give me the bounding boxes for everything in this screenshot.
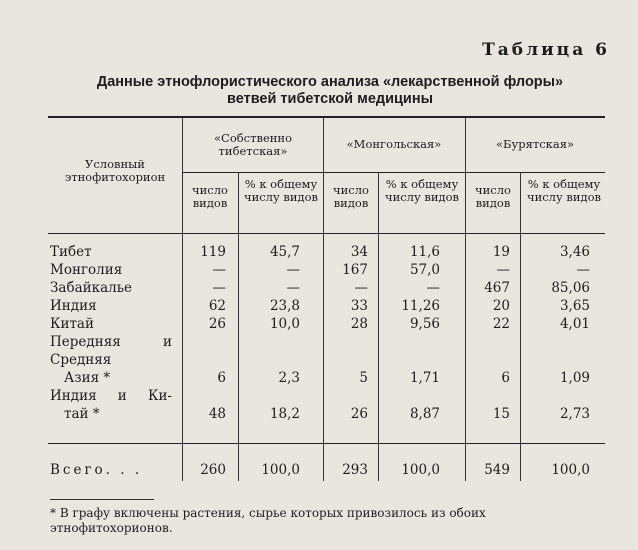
table-cell: — xyxy=(576,262,590,278)
table-cell: 11,26 xyxy=(401,298,440,314)
table-cell: 22 xyxy=(492,316,510,332)
table-cell: — xyxy=(212,280,226,296)
total-cell: 549 xyxy=(484,462,510,478)
table-cell: — xyxy=(354,280,368,296)
table-cell: 57,0 xyxy=(409,262,440,278)
sub-header-count: число видов xyxy=(475,183,511,210)
table-cell: 28 xyxy=(350,316,368,332)
col-divider xyxy=(378,172,379,481)
row-label: Монголия xyxy=(50,262,123,278)
table-cell: 45,7 xyxy=(269,244,300,260)
table-cell: 18,2 xyxy=(269,406,300,422)
table-cell: 6 xyxy=(217,370,226,386)
row-label: Азия * xyxy=(64,370,111,386)
row-label: тай * xyxy=(64,406,100,422)
col-divider xyxy=(238,172,239,481)
table-cell: 10,0 xyxy=(269,316,300,332)
table-cell: 9,56 xyxy=(409,316,440,332)
total-rule xyxy=(48,443,605,444)
table-cell: — xyxy=(286,280,300,296)
footnote-rule xyxy=(50,499,154,500)
row-label: Передняя и xyxy=(50,334,172,350)
table-cell: — xyxy=(426,280,440,296)
table-cell: 467 xyxy=(484,280,510,296)
row-label: Средняя xyxy=(50,352,112,368)
table-cell: 8,87 xyxy=(409,406,440,422)
table-cell: 6 xyxy=(501,370,510,386)
row-label: Тибет xyxy=(50,244,92,260)
table-cell: 4,01 xyxy=(559,316,590,332)
footnote: * В графу включены растения, сырье которых привозилось из обоих этнофитохорионов. xyxy=(50,506,486,535)
table-cell: 26 xyxy=(350,406,368,422)
group-header-tibetan: «Собственно тибетская» xyxy=(213,131,293,158)
row-label-header: Условный этнофитохорион xyxy=(64,157,166,184)
top-rule xyxy=(48,116,605,118)
table-cell: 11,6 xyxy=(409,244,440,260)
total-cell: 293 xyxy=(342,462,368,478)
table-cell: 85,06 xyxy=(551,280,590,296)
title-line-2: ветвей тибетской медицины xyxy=(227,91,433,107)
table-cell: 62 xyxy=(208,298,226,314)
table-cell: 1,09 xyxy=(559,370,590,386)
table-title xyxy=(40,74,620,108)
sub-header-percent: % к общему числу видов xyxy=(526,177,602,204)
table-cell: 19 xyxy=(492,244,510,260)
table-cell: 119 xyxy=(200,244,226,260)
table-cell: 33 xyxy=(350,298,368,314)
total-cell: 100,0 xyxy=(551,462,590,478)
table-cell: 2,73 xyxy=(559,406,590,422)
total-cell: 100,0 xyxy=(401,462,440,478)
sub-header-count: число видов xyxy=(192,183,228,210)
sub-header-percent: % к общему числу видов xyxy=(243,177,319,204)
total-cell: 100,0 xyxy=(261,462,300,478)
row-label: Китай xyxy=(50,316,94,332)
col-divider xyxy=(520,172,521,481)
sub-header-count: число видов xyxy=(333,183,369,210)
table-cell: 23,8 xyxy=(269,298,300,314)
table-cell: 48 xyxy=(208,406,226,422)
table-cell: 26 xyxy=(208,316,226,332)
row-label: Индия и Ки- xyxy=(50,388,172,404)
table-cell: — xyxy=(496,262,510,278)
table-cell: 34 xyxy=(350,244,368,260)
group-header-buryat: «Бурятская» xyxy=(495,137,574,151)
row-label: Забайкалье xyxy=(50,280,133,296)
table-cell: 167 xyxy=(342,262,368,278)
total-cell: 260 xyxy=(200,462,226,478)
row-label: Индия xyxy=(50,298,97,314)
title-line-1: Данные этнофлористического анализа «лекарственной флоры» xyxy=(96,74,564,90)
table-cell: — xyxy=(212,262,226,278)
total-label: Всего. . . xyxy=(50,462,143,478)
table-cell: — xyxy=(286,262,300,278)
table-cell: 5 xyxy=(359,370,368,386)
table-cell: 15 xyxy=(492,406,510,422)
table-number: Таблица 6 xyxy=(482,40,610,60)
table-cell: 3,65 xyxy=(559,298,590,314)
header-bottom-rule xyxy=(48,233,605,234)
table-cell: 1,71 xyxy=(409,370,440,386)
sub-header-percent: % к общему числу видов xyxy=(384,177,460,204)
group-header-mongolian: «Монгольская» xyxy=(346,137,442,151)
subheader-rule xyxy=(182,172,605,173)
table-cell: 3,46 xyxy=(559,244,590,260)
table-cell: 20 xyxy=(492,298,510,314)
table-cell: 2,3 xyxy=(278,370,300,386)
